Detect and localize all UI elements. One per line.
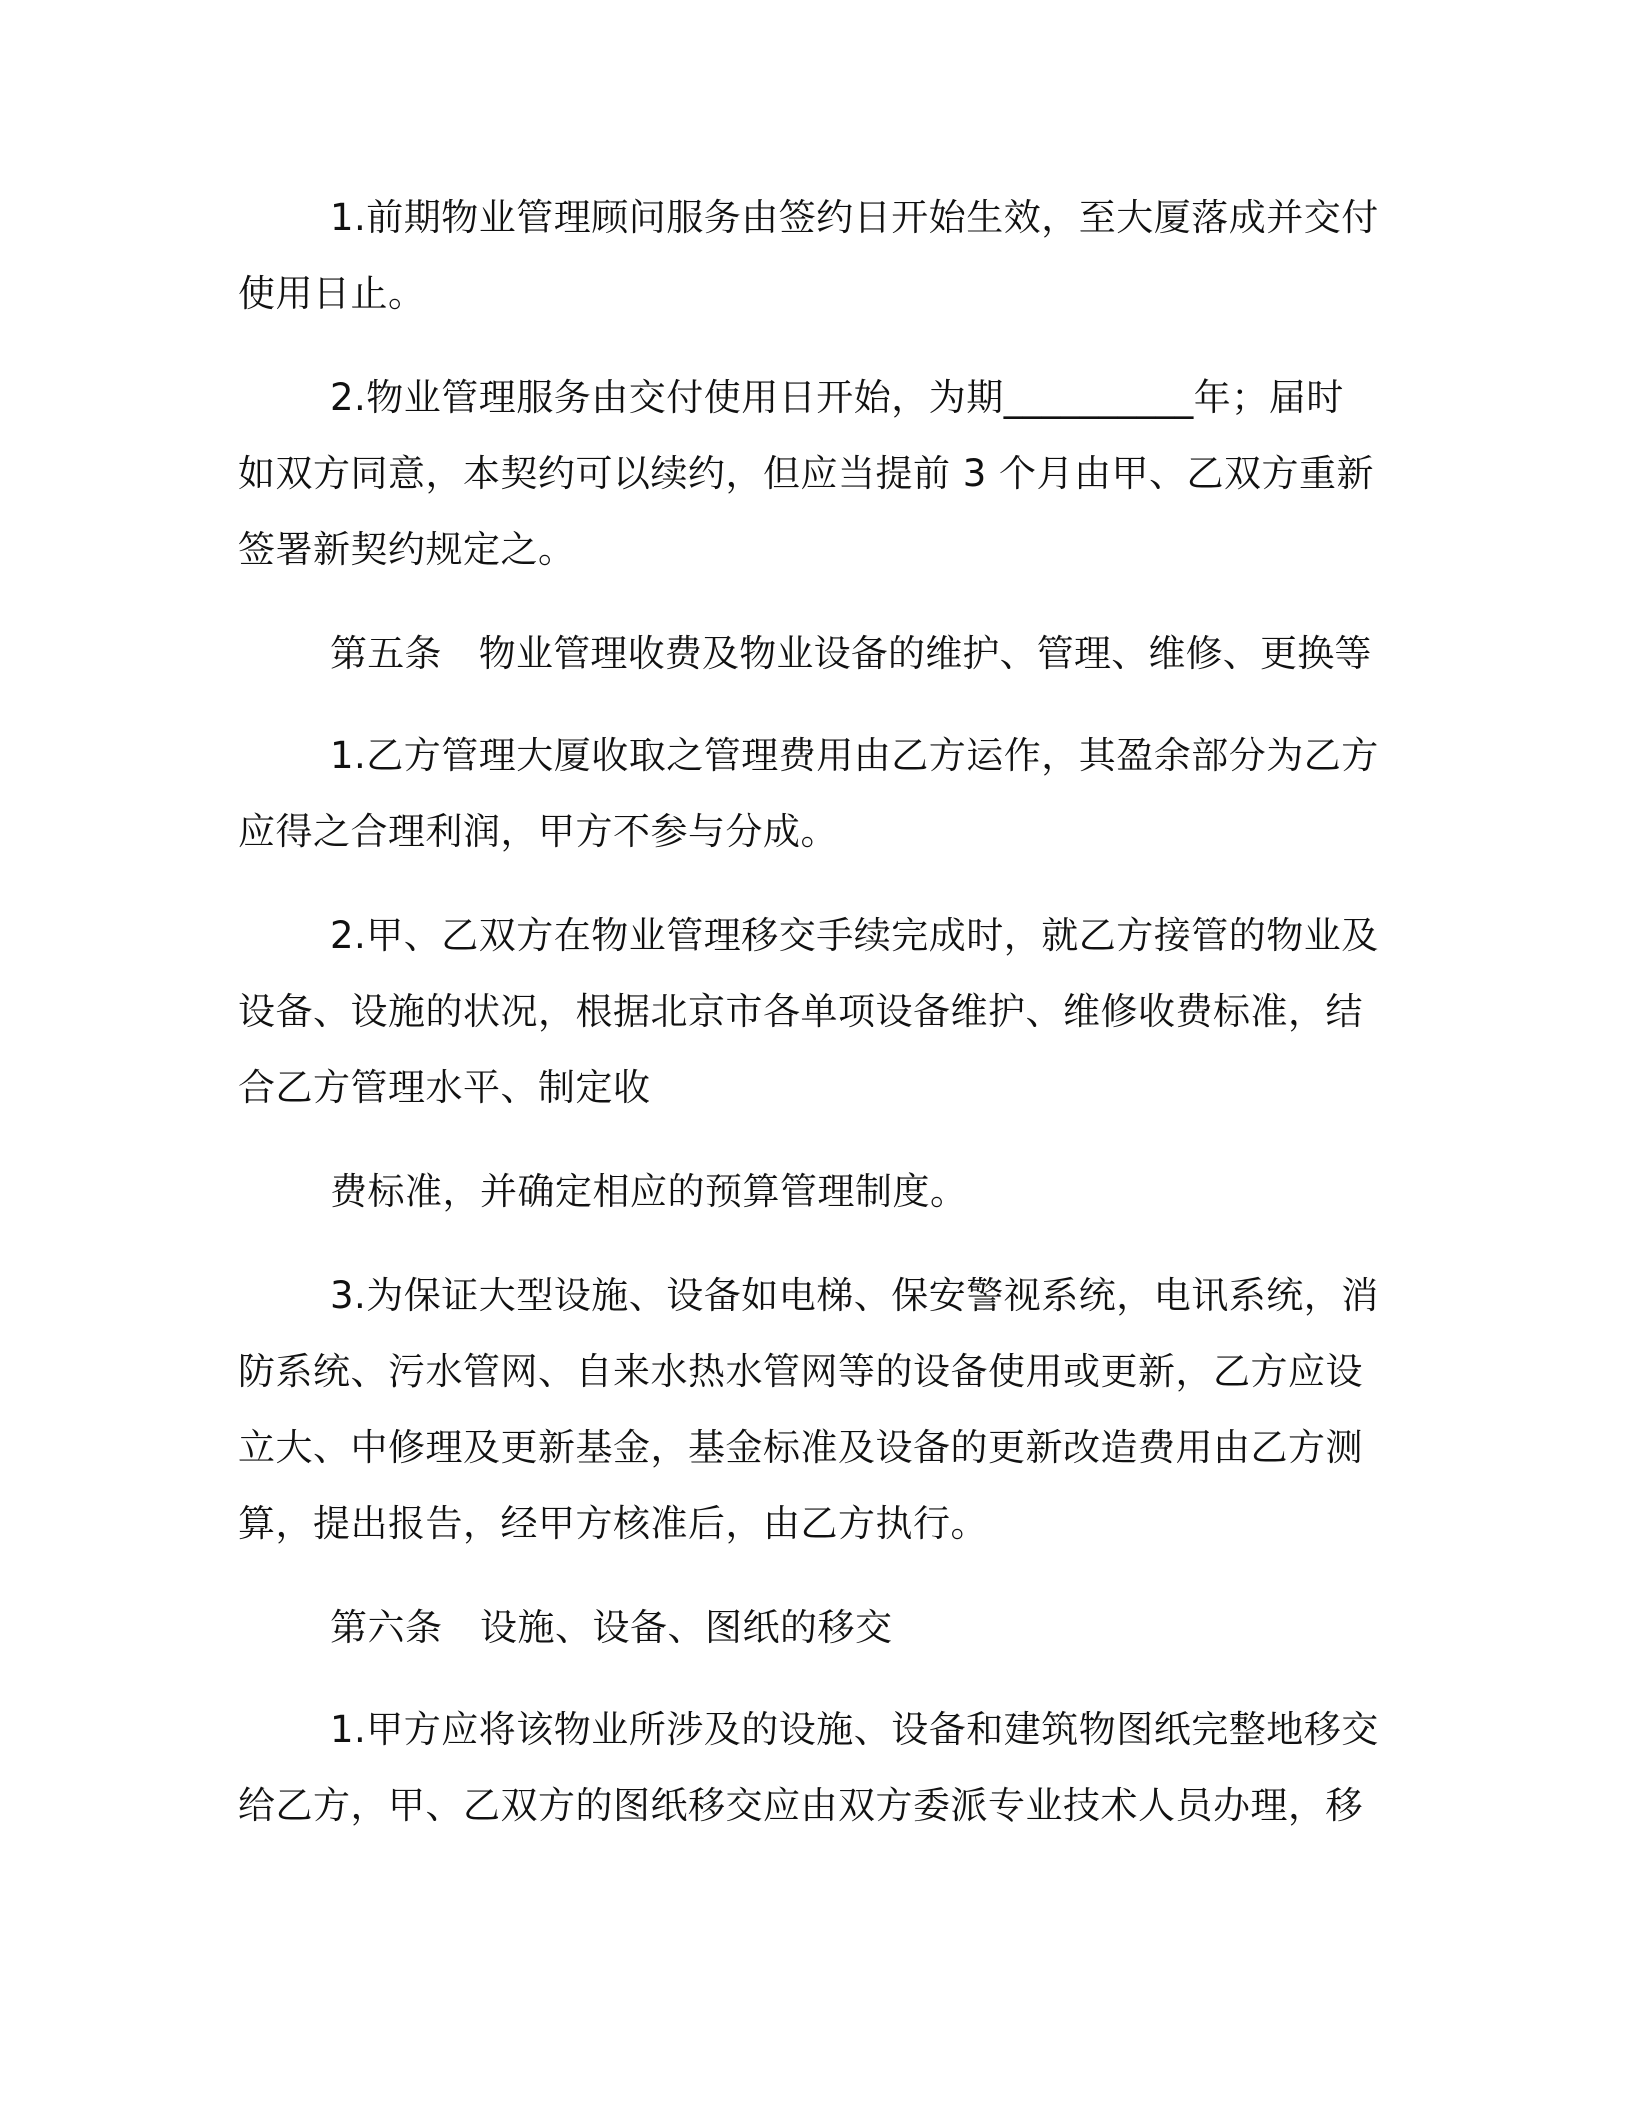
paragraph-line: 1.前期物业管理顾问服务由签约日开始生效，至大厦落成并交付 xyxy=(330,196,1379,239)
paragraph-line: 使用日止。 xyxy=(238,272,426,315)
paragraph-line: 3.为保证大型设施、设备如电梯、保安警视系统，电讯系统，消 xyxy=(330,1274,1379,1317)
paragraph-line: 立大、中修理及更新基金，基金标准及设备的更新改造费用由乙方测 xyxy=(238,1426,1363,1469)
paragraph-line: 合乙方管理水平、制定收 xyxy=(238,1066,651,1109)
paragraph-line: 1.甲方应将该物业所涉及的设施、设备和建筑物图纸完整地移交 xyxy=(330,1708,1379,1751)
paragraph-line: 给乙方，甲、乙双方的图纸移交应由双方委派专业技术人员办理，移 xyxy=(238,1784,1363,1827)
paragraph-line: 防系统、污水管网、自来水热水管网等的设备使用或更新，乙方应设 xyxy=(238,1350,1363,1393)
paragraph-line: 算，提出报告，经甲方核准后，由乙方执行。 xyxy=(238,1502,988,1545)
paragraph-line: 1.乙方管理大厦收取之管理费用由乙方运作，其盈余部分为乙方 xyxy=(330,734,1379,777)
paragraph-line: 2.甲、乙双方在物业管理移交手续完成时，就乙方接管的物业及 xyxy=(330,914,1379,957)
paragraph-line: 签署新契约规定之。 xyxy=(238,528,576,571)
paragraph-line: 2.物业管理服务由交付使用日开始，为期__________年；届时 xyxy=(330,376,1344,419)
paragraph-line: 如双方同意，本契约可以续约，但应当提前 3 个月由甲、乙双方重新 xyxy=(238,452,1375,495)
article-heading: 第五条 物业管理收费及物业设备的维护、管理、维修、更换等 xyxy=(330,632,1372,675)
paragraph-line: 设备、设施的状况，根据北京市各单项设备维护、维修收费标准，结 xyxy=(238,990,1363,1033)
paragraph-line: 费标准，并确定相应的预算管理制度。 xyxy=(330,1170,968,1213)
paragraph-line: 应得之合理利润，甲方不参与分成。 xyxy=(238,810,838,853)
article-heading: 第六条 设施、设备、图纸的移交 xyxy=(330,1606,893,1649)
